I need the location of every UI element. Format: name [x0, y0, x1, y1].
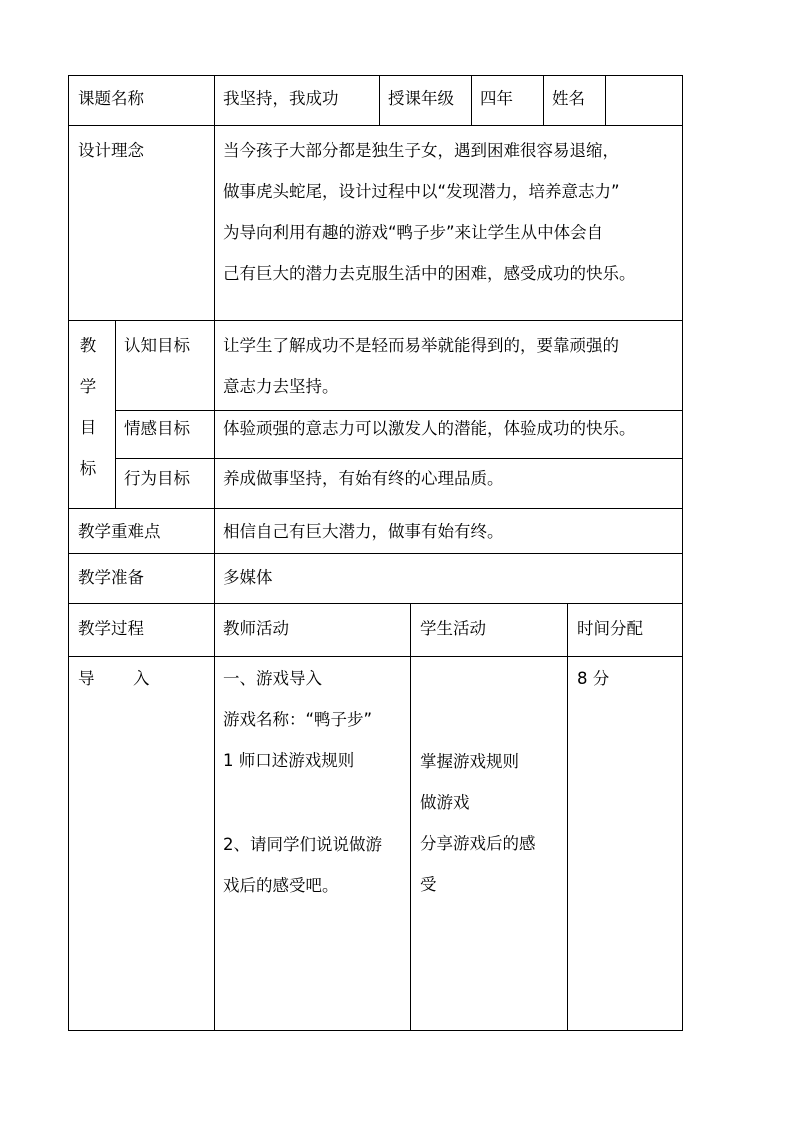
intro-stage-char: 入: [133, 669, 150, 688]
table-rule-after-objectives: [68, 508, 683, 509]
behavioral-objective-text: 养成做事坚持，有始有终的心理品质。: [223, 469, 504, 488]
table-rule-after-emotional: [115, 458, 683, 459]
table-rule-after-cognitive: [115, 410, 683, 411]
cognitive-objective-line: 让学生了解成功不是轻而易举就能得到的，要靠顽强的: [223, 336, 619, 355]
course-name-value: 我坚持，我成功: [223, 89, 339, 108]
objectives-label-char: 标: [79, 459, 97, 478]
process-header-time: 时间分配: [577, 619, 643, 638]
intro-stage-char: 导: [78, 669, 95, 688]
design-concept-line: 做事虎头蛇尾，设计过程中以“发现潜力，培养意志力”: [223, 182, 620, 201]
table-rule-title-name-label: [543, 75, 544, 125]
table-border-left: [68, 75, 69, 1031]
table-rule-title-grade-label: [379, 75, 380, 125]
table-rule-label-column: [214, 75, 215, 1031]
student-activity-line: 受: [420, 875, 437, 894]
preparation-text: 多媒体: [223, 568, 273, 587]
table-rule-after-difficulty: [68, 553, 683, 554]
emotional-objective-text: 体验顽强的意志力可以激发人的潜能，体验成功的快乐。: [223, 419, 636, 438]
objectives-label-char: 目: [79, 418, 97, 437]
design-concept-line: 当今孩子大部分都是独生子女，遇到困难很容易退缩，: [223, 141, 619, 160]
table-rule-after-title: [68, 125, 683, 126]
table-border-right: [682, 75, 683, 1031]
emotional-objective-label: 情感目标: [124, 419, 190, 438]
design-concept-line: 己有巨大的潜力去克服生活中的困难，感受成功的快乐。: [223, 264, 636, 283]
behavioral-objective-label: 行为目标: [124, 469, 190, 488]
student-name-label: 姓名: [552, 89, 585, 108]
course-name-label: 课题名称: [78, 89, 144, 108]
table-rule-student-column: [410, 603, 411, 1031]
design-concept-text: [223, 130, 636, 294]
cognitive-objective-text: [223, 325, 619, 407]
objectives-label-char: 教: [79, 336, 97, 355]
key-difficulty-text: 相信自己有巨大潜力，做事有始有终。: [223, 522, 504, 541]
process-header-teacher: 教师活动: [223, 619, 289, 638]
process-header-student: 学生活动: [420, 619, 486, 638]
teacher-activity-line: 一、游戏导入: [223, 669, 322, 688]
key-difficulty-label: 教学重难点: [78, 522, 161, 541]
grade-label: 授课年级: [388, 89, 454, 108]
grade-value: 四年: [480, 89, 513, 108]
table-rule-time-column: [567, 603, 568, 1031]
design-concept-label: 设计理念: [78, 141, 144, 160]
cognitive-objective-label: 认知目标: [124, 336, 190, 355]
process-header-stage: 教学过程: [78, 619, 144, 638]
table-rule-after-concept: [68, 320, 683, 321]
table-rule-after-process-header: [68, 656, 683, 657]
table-rule-after-preparation: [68, 603, 683, 604]
objectives-label-char: 学: [79, 377, 97, 396]
intro-teacher-activity: [223, 658, 372, 781]
design-concept-line: 为导向利用有趣的游戏“鸭子步”来让学生从中体会自: [223, 223, 604, 242]
teacher-activity-line: 2、请同学们说说做游: [223, 835, 382, 854]
table-rule-title-grade-value: [471, 75, 472, 125]
objectives-label: [76, 325, 100, 489]
student-activity-line: 做游戏: [420, 793, 470, 812]
intro-teacher-activity-2: [223, 824, 382, 906]
intro-time: 8 分: [577, 669, 610, 688]
table-rule-title-name-value: [605, 75, 606, 125]
table-border-top: [68, 75, 683, 76]
intro-student-activity: [420, 741, 536, 905]
cognitive-objective-line: 意志力去坚持。: [223, 377, 339, 396]
teacher-activity-line: 游戏名称：“鸭子步”: [223, 710, 373, 729]
table-border-bottom: [68, 1030, 683, 1031]
preparation-label: 教学准备: [78, 568, 144, 587]
teacher-activity-line: 1 师口述游戏规则: [223, 751, 355, 770]
student-activity-line: 分享游戏后的感: [420, 834, 536, 853]
student-activity-line: 掌握游戏规则: [420, 752, 519, 771]
teacher-activity-line: 戏后的感受吧。: [223, 876, 339, 895]
table-rule-objectives-label: [115, 320, 116, 508]
